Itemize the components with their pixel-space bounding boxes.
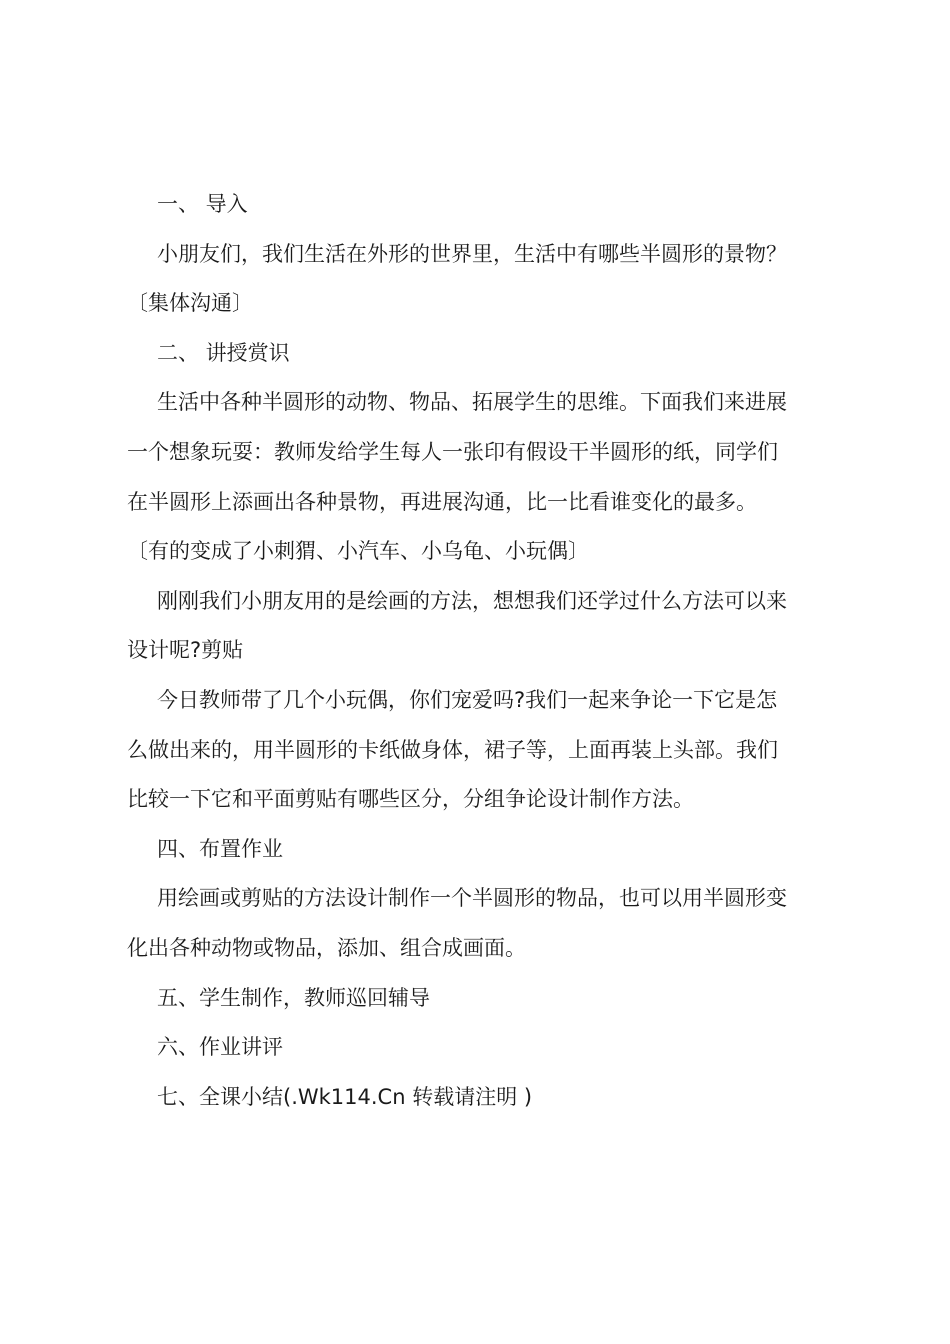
paragraph-line: 设计呢?剪贴	[127, 638, 244, 663]
paragraph-homework	[127, 874, 833, 973]
paragraph-methods	[127, 577, 833, 676]
paragraph-line: 用绘画或剪贴的方法设计制作一个半圆形的物品，也可以用半圆形变	[157, 886, 787, 911]
paragraph-line: 一个想象玩耍：教师发给学生每人一张印有假设干半圆形的纸，同学们	[127, 439, 778, 464]
paragraph-line: 〔集体沟通〕	[127, 291, 253, 316]
section-heading-review: 六、作业讲评	[157, 1035, 283, 1060]
section-heading-production: 五、学生制作，教师巡回辅导	[157, 985, 430, 1010]
paragraph-line: 今日教师带了几个小玩偶，你们宠爱吗?我们一起来争论一下它是怎	[157, 687, 778, 712]
section-heading-teaching: 二、 讲授赏识	[157, 340, 290, 365]
paragraph-appreciation	[127, 378, 833, 576]
section-heading-summary: 七、全课小结(.Wk114.Cn 转载请注明 )	[157, 1084, 533, 1109]
section-heading-intro: 一、 导入	[157, 192, 248, 216]
paragraph-line: 在半圆形上添画出各种景物，再进展沟通，比一比看谁变化的最多。	[127, 489, 757, 514]
section-heading-homework: 四、布置作业	[157, 836, 283, 861]
paragraph-line: 化出各种动物或物品，添加、组合成画面。	[127, 935, 526, 960]
paragraph-line: 〔有的变成了小刺猬、小汽车、小乌龟、小玩偶〕	[127, 539, 589, 564]
paragraph-intro	[127, 230, 833, 329]
paragraph-puppets	[127, 676, 833, 825]
paragraph-line: 比较一下它和平面剪贴有哪些区分，分组争论设计制作方法。	[127, 787, 694, 812]
paragraph-line: 刚刚我们小朋友用的是绘画的方法，想想我们还学过什么方法可以来	[157, 588, 787, 613]
paragraph-line: 么做出来的，用半圆形的卡纸做身体，裙子等，上面再装上头部。我们	[127, 737, 778, 762]
paragraph-line: 小朋友们，我们生活在外形的世界里，生活中有哪些半圆形的景物？	[157, 241, 787, 266]
paragraph-line: 生活中各种半圆形的动物、物品、拓展学生的思维。下面我们来进展	[157, 390, 787, 415]
document-body	[127, 180, 833, 1122]
